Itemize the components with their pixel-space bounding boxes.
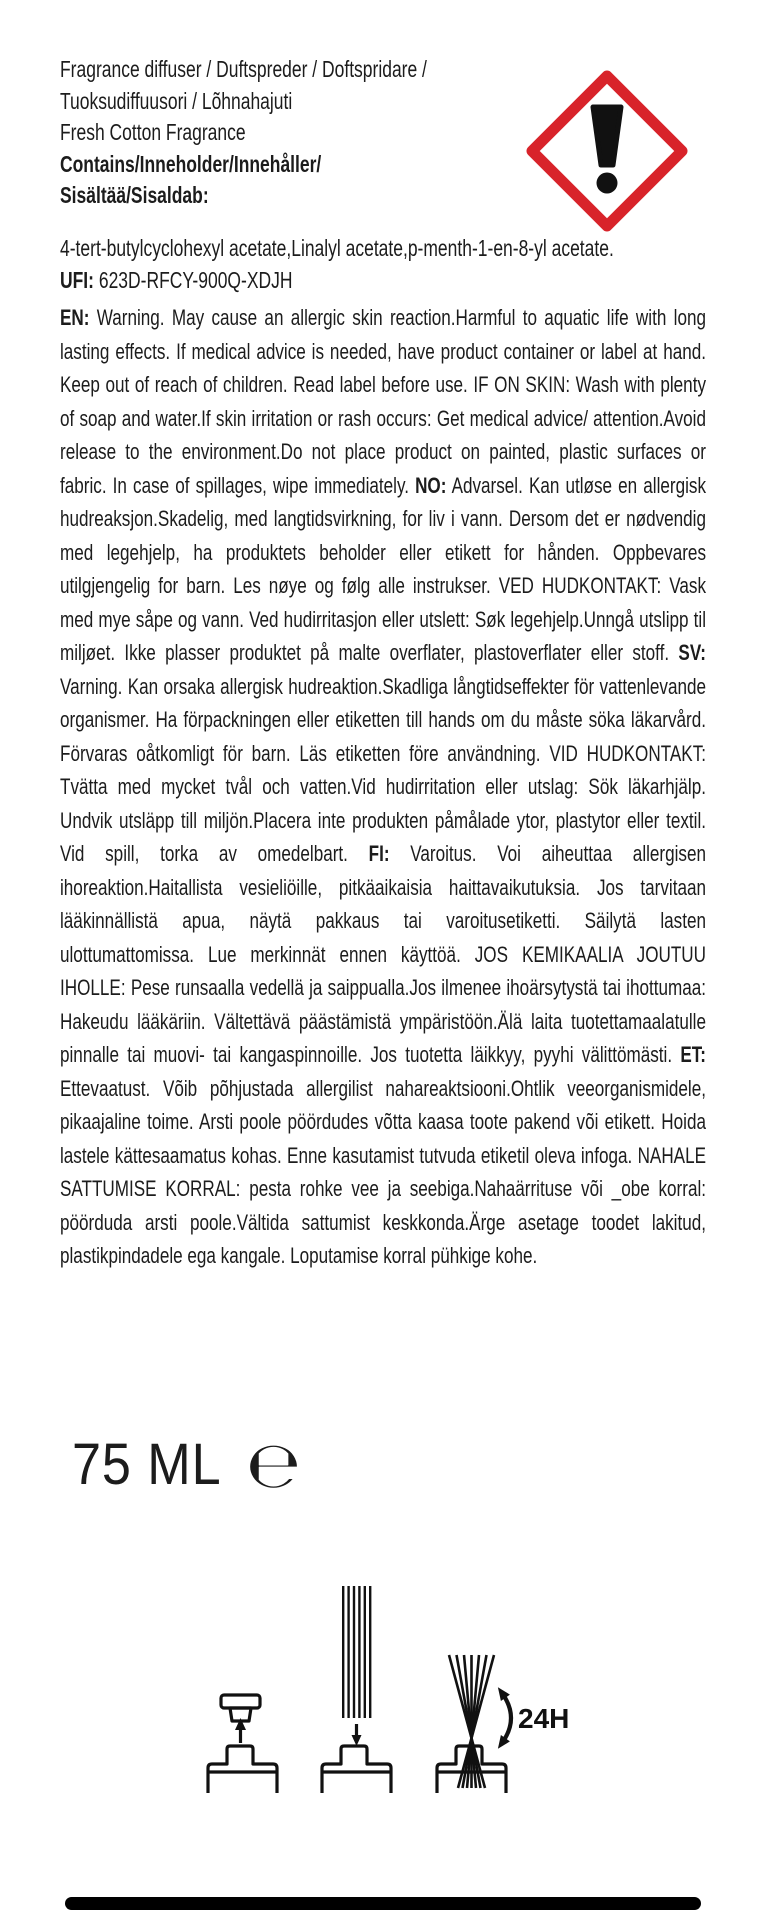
warning-segment: Warning. May cause an allergic skin reaction.Harmful to aquatic life with long lasting effects. If medical advice is needed, have product container or label at hand. Keep out of reach of children. Read label before use. IF ON SKIN: Wash with plenty of soap and water.If skin irritation or rash occurs: Get medical advice/ attention.Avoid release to the environment.Do not place product on painted, plastic surfaces or fabric. In case of spillages, wipe immediately. [60, 305, 706, 498]
ufi-line [60, 267, 760, 294]
flip-arrow-icon [502, 1693, 511, 1743]
warning-lang-label: NO: [415, 472, 447, 498]
usage-instructions-diagram [150, 1550, 600, 1820]
warning-segment: Advarsel. Kan utløse en allergisk hudreaksjon.Skadelig, med langtidsvirkning, for liv i vann. Dersom det er nødvendig med legehjelp, ha produktets beholder eller etikett for hånden. Oppbevares utilgjengelig for barn. Les nøye og følg alle instrukser. VED HUDKONTAKT: Vask med mye såpe og vann. Ved hudirritasjon eller utslett: Søk legehjelp.Unngå utslipp til miljøet. Ikke plasser produktet på malte overflater, plastoverflater eller stoff. [60, 472, 706, 665]
reed-flip-interval-label: 24H [518, 1703, 570, 1734]
product-title-lines [60, 54, 470, 149]
contains-heading-line: Sisältää/Sisaldab: [60, 182, 209, 208]
insert-reeds-icon [322, 1586, 391, 1793]
contains-heading-lines [60, 149, 470, 212]
warnings-block [60, 301, 760, 1273]
ufi-code: 623D-RFCY-900Q-XDJH [93, 267, 293, 293]
flip-reeds-24h-icon [437, 1655, 569, 1793]
warnings-text [60, 301, 706, 1273]
warning-segment: Varoitus. Voi aiheuttaa allergisen ihoreaktion.Haitallista vesieliöille, pitkäaikaisia haittavaikutuksia. Jos tarvitaan lääkinnällistä apua, näytä pakkaus tai varoitusetiketti. Säilytä lasten ulottumattomissa. Lue merkinnät ennen käyttöä. JOS KEMIKAALIA JOUTUU IHOLLE: Pese runsaalla vedellä ja saippualla.Jos ilmenee ihoärsytystä tai ihottumaa: Hakeudu lääkäriin. Vältettävä päästämistä ympäristöön.Älä laita tuotettamaalatulle pinnalle tai muovi- tai kangaspinnoille. Jos tuotetta läikkyy, pyyhi välittömästi. [60, 841, 706, 1067]
fanned-reed-sticks [449, 1655, 494, 1788]
estimated-sign: ℮ [246, 1429, 301, 1503]
reed-sticks [343, 1586, 370, 1718]
bottle-outline [208, 1746, 277, 1793]
bottom-edge-bar [65, 1897, 701, 1910]
warning-lang-label: EN: [60, 305, 90, 330]
ingredients-line: 4-tert-butylcyclohexyl acetate,Linalyl acetate,p-menth-1-en-8-yl acetate. [60, 235, 614, 261]
ghs-exclamation-mark-icon [525, 69, 689, 233]
ufi-label: UFI: [60, 267, 94, 293]
product-title-line: Fragrance diffuser / Duftspreder / Doftspridare / [60, 56, 427, 82]
warning-segment: Varning. Kan orsaka allergisk hudreaktion.Skadliga långtidseffekter för vattenlevande organismer. Ha förpackningen eller etiketten till hands om du måste söka läkarvård. Förvaras oåtkomligt för barn. Läs etiketten före användning. VID HUDKONTAKT: Tvätta med mycket tvål och vatten.Vid hudirritation eller utslag: Sök läkarhjälp. Undvik utsläpp till miljön.Placera inte produkten påmålade ytor, plastytor eller textil. Vid spill, torka av omedelbart. [60, 673, 706, 866]
volume-line [72, 1426, 301, 1503]
product-info-block [60, 54, 600, 212]
volume-value: 75 ML [72, 1432, 222, 1497]
warning-lang-label: FI: [368, 841, 390, 866]
warning-lang-label: ET: [680, 1042, 706, 1067]
remove-cap-icon [208, 1695, 277, 1793]
exclamation-dot [597, 173, 618, 194]
contains-heading-line: Contains/Inneholder/Innehåller/ [60, 150, 322, 177]
warning-segment: Ettevaatust. Võib põhjustada allergilist nahareaktsiooni.Ohtlik veeorganismidele, pikaajaline toime. Arsti poole pöördudes võtta kaasa toote pakend või etikett. Hoida lastele kättesaamatus kohas. Enne kasutamist tutvuda etiketil oleva infoga. NAHALE SATTUMISE KORRAL: pesta rohke vee ja seebiga.Nahaärrituse või _obe korral: pöörduda arsti poole.Vältida sattumist keskkonda.Ärge asetage toodet lakitud, plastikpindadele ega kangale. Loputamise korral pühkige kohe. [60, 1075, 706, 1268]
warning-lang-label: SV: [678, 640, 706, 665]
product-title-line: Fresh Cotton Fragrance [60, 119, 246, 145]
bottle-outline [322, 1746, 391, 1793]
product-title-line: Tuoksudiffuusori / Lõhnahajuti [60, 87, 293, 114]
